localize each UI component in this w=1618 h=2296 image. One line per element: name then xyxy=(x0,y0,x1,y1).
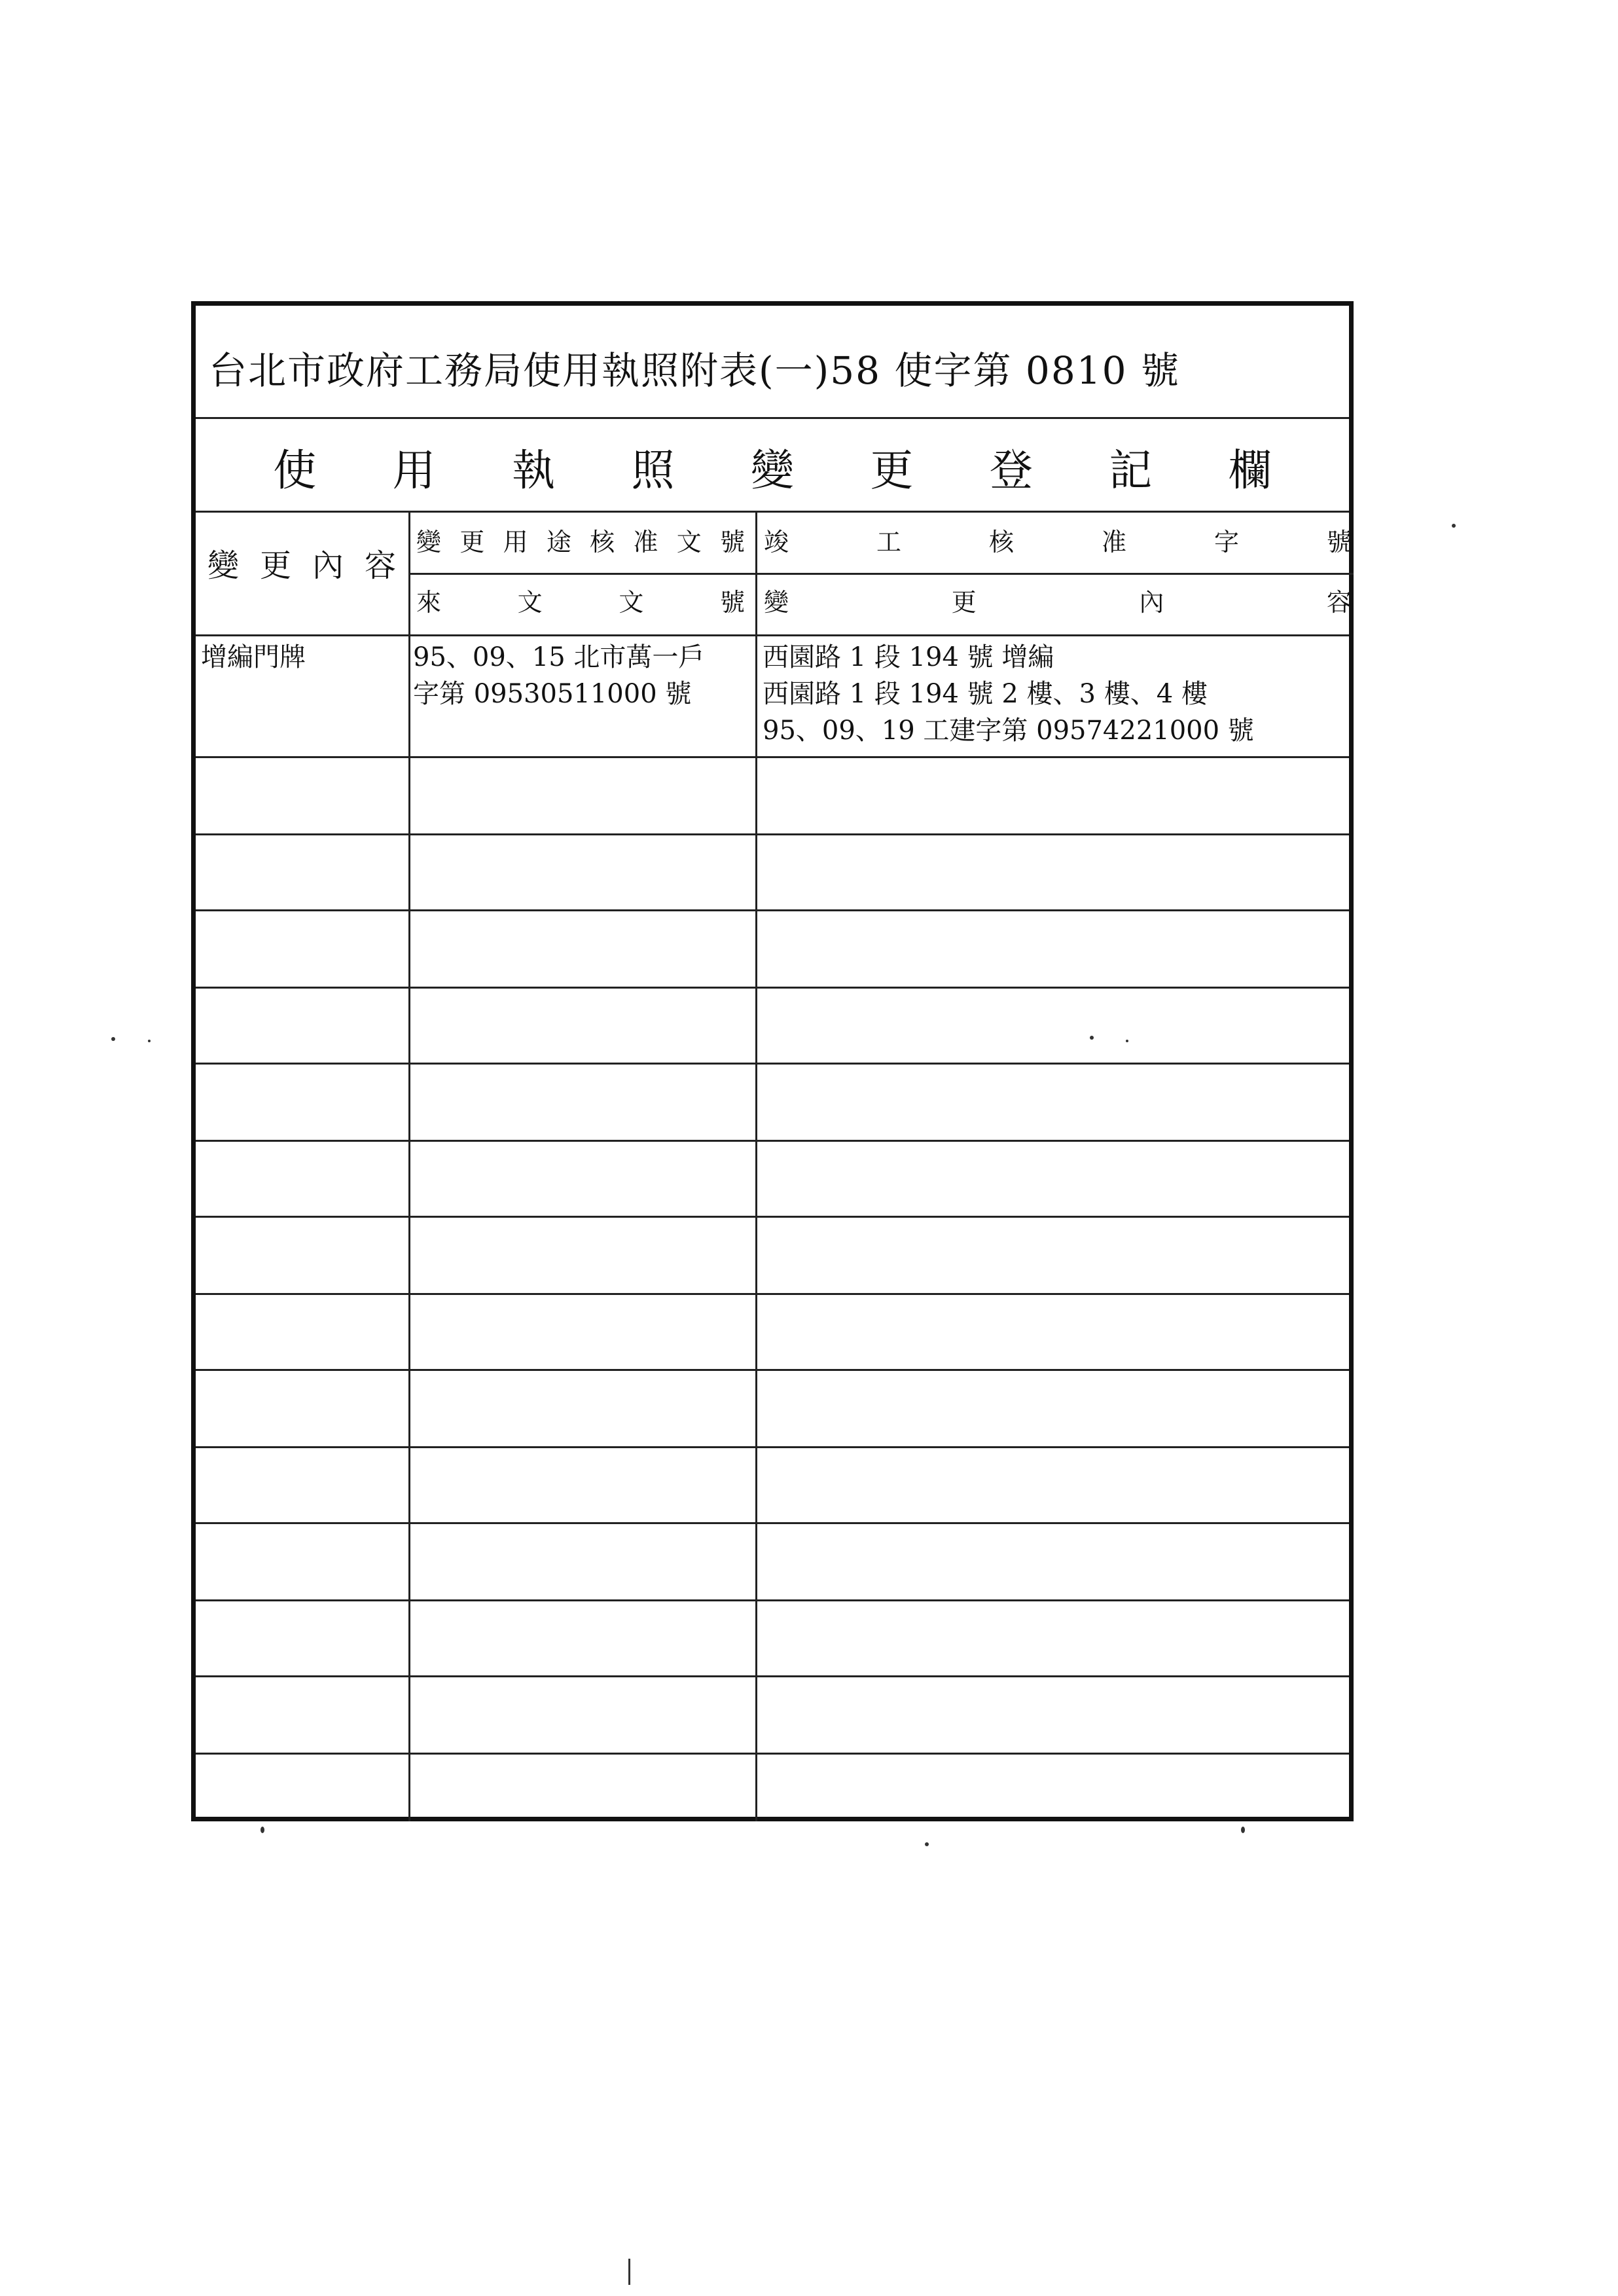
doc-no-line: 95、09、15 北市萬一戶 xyxy=(413,642,705,672)
header-char: 更 xyxy=(951,588,977,617)
table-row-line xyxy=(196,833,1349,835)
register-title-char: 登 xyxy=(989,445,1033,496)
change-item-cell: 增編門牌 xyxy=(201,642,306,672)
divider xyxy=(196,511,1349,513)
scan-speck xyxy=(925,1842,929,1846)
header-char: 途 xyxy=(546,528,571,556)
register-title-char: 照 xyxy=(631,445,675,496)
header-char: 准 xyxy=(1101,528,1126,556)
table-row-line xyxy=(196,1140,1349,1142)
register-title-char: 欄 xyxy=(1228,445,1272,496)
divider xyxy=(196,634,1349,636)
table-row-line xyxy=(196,1753,1349,1755)
column-divider xyxy=(408,511,410,1821)
table-row-line xyxy=(196,1369,1349,1371)
header-char: 來 xyxy=(416,588,442,617)
header-completion-approval-no xyxy=(764,522,1352,558)
doc-no-line: 字第 09530511000 號 xyxy=(413,679,692,709)
usage-license-form xyxy=(191,301,1354,1821)
header-char: 更 xyxy=(459,528,485,556)
header-char: 更 xyxy=(259,547,291,584)
divider xyxy=(196,417,1349,419)
header-approval-doc-no xyxy=(416,522,745,558)
column-divider xyxy=(755,511,757,1821)
header-change-content xyxy=(207,540,396,585)
document-title: 台北市政府工務局使用執照附表(一)58 使字第 0810 號 xyxy=(209,348,1180,393)
register-title-char: 使 xyxy=(273,445,317,496)
header-char: 文 xyxy=(676,528,702,556)
header-char: 號 xyxy=(719,528,745,556)
header-char: 字 xyxy=(1214,528,1239,556)
header-char: 變 xyxy=(416,528,442,556)
register-title-char: 用 xyxy=(392,445,436,496)
header-char: 文 xyxy=(619,588,644,617)
table-row-line xyxy=(196,1293,1349,1295)
table-row-line xyxy=(196,1599,1349,1601)
header-char: 核 xyxy=(988,528,1014,556)
table-row-line xyxy=(196,909,1349,911)
header-change-details xyxy=(764,582,1352,618)
header-char: 准 xyxy=(633,528,658,556)
header-char: 內 xyxy=(1139,588,1164,617)
header-char: 容 xyxy=(1326,588,1352,617)
scan-speck xyxy=(1090,1036,1094,1040)
register-title-char: 記 xyxy=(1109,445,1153,496)
header-char: 內 xyxy=(312,547,344,584)
register-title xyxy=(196,435,1349,498)
table-row-line xyxy=(196,1063,1349,1065)
header-char: 變 xyxy=(764,588,789,617)
header-char: 文 xyxy=(517,588,543,617)
register-title-char: 執 xyxy=(512,445,556,496)
table-row-line xyxy=(196,1216,1349,1218)
header-incoming-doc-no xyxy=(416,582,745,618)
header-char: 竣 xyxy=(764,528,789,556)
table-row-line xyxy=(196,1675,1349,1677)
scan-speck xyxy=(148,1040,151,1042)
scan-speck xyxy=(1452,524,1456,528)
divider xyxy=(408,573,1354,575)
table-row-line xyxy=(196,1446,1349,1448)
header-char: 用 xyxy=(503,528,528,556)
scan-speck xyxy=(111,1037,115,1041)
scan-speck xyxy=(261,1827,264,1833)
header-char: 號 xyxy=(1326,528,1352,556)
content-line: 西園路 1 段 194 號 增編 xyxy=(763,642,1054,672)
header-char: 容 xyxy=(364,547,396,584)
content-line: 95、09、19 工建字第 09574221000 號 xyxy=(763,716,1254,746)
header-char: 核 xyxy=(590,528,615,556)
content-line: 西園路 1 段 194 號 2 樓、3 樓、4 樓 xyxy=(763,679,1208,709)
scan-speck xyxy=(1126,1040,1128,1042)
header-char: 號 xyxy=(719,588,745,617)
header-char: 工 xyxy=(876,528,901,556)
register-title-char: 更 xyxy=(870,445,914,496)
scan-speck xyxy=(1241,1827,1245,1833)
register-title-char: 變 xyxy=(750,445,794,496)
table-row-line xyxy=(196,1522,1349,1524)
table-row-line xyxy=(196,756,1349,758)
header-char: 變 xyxy=(207,547,240,584)
table-row-line xyxy=(196,987,1349,989)
scan-speck xyxy=(628,2259,630,2285)
